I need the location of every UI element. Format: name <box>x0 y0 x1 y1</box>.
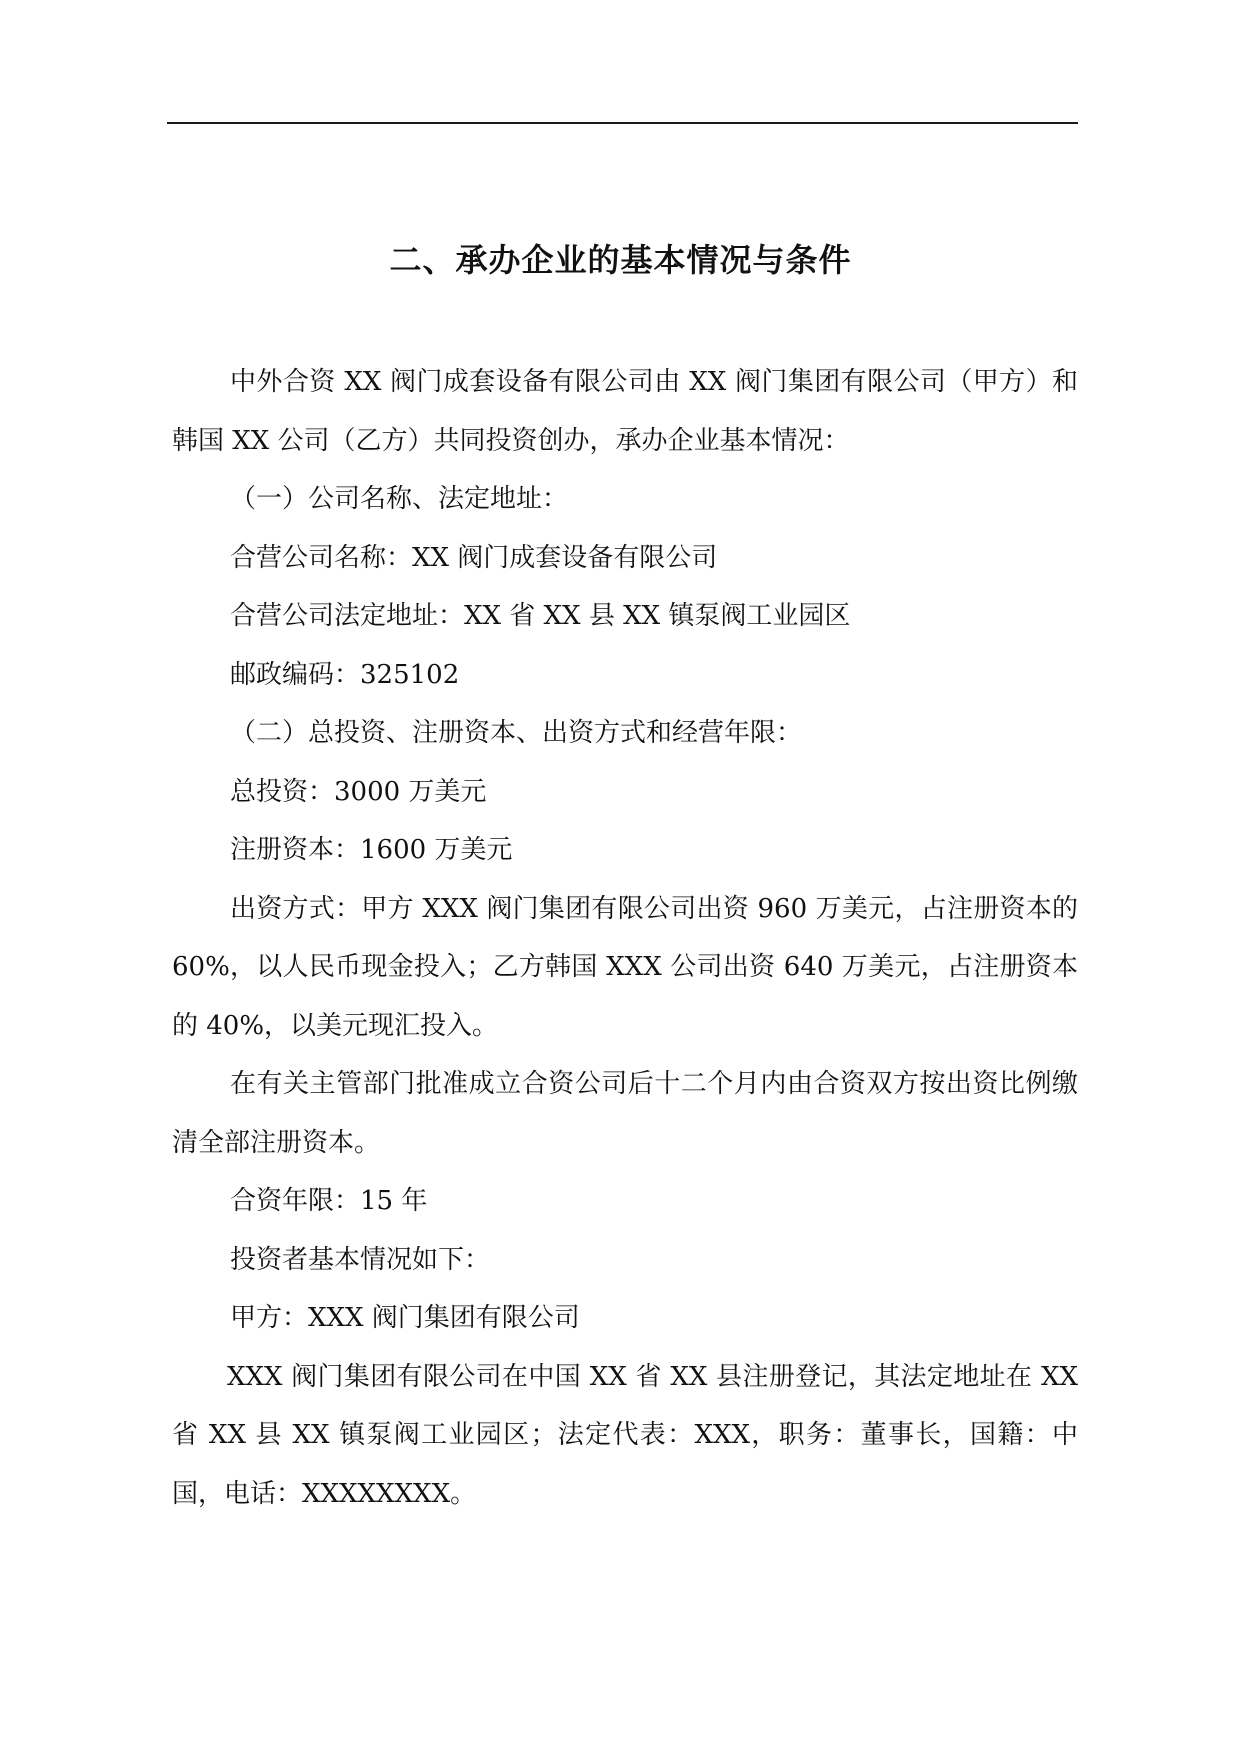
contribution-method-paragraph: 出资方式：甲方 XXX 阀门集团有限公司出资 960 万美元，占注册资本的 60%，以人民币现金投入；乙方韩国 XXX 公司出资 640 万美元，占注册资本的 40%，以美元现汇投入。 <box>172 893 1078 1041</box>
joint-venture-term-line: 合资年限：15 年 <box>230 1186 428 1216</box>
company-address-line: 合营公司法定地址：XX 省 XX 县 XX 镇泵阀工业园区 <box>230 601 851 631</box>
investor-intro-line: 投资者基本情况如下： <box>230 1244 491 1275</box>
postal-code-line: 邮政编码：325102 <box>230 659 460 690</box>
company-name-line: 合营公司名称：XX 阀门成套设备有限公司 <box>230 542 718 573</box>
header-rule <box>167 122 1078 124</box>
total-investment-line: 总投资：3000 万美元 <box>230 776 487 807</box>
party-a-line: 甲方：XXX 阀门集团有限公司 <box>230 1303 580 1333</box>
registered-capital-line: 注册资本：1600 万美元 <box>230 835 513 865</box>
subheading-company-name-address: （一）公司名称、法定地址： <box>230 484 569 514</box>
subheading-investment: （二）总投资、注册资本、出资方式和经营年限： <box>230 718 803 748</box>
section-heading: 二、承办企业的基本情况与条件 <box>389 241 852 279</box>
capital-payment-paragraph: 在有关主管部门批准成立合资公司后十二个月内由合资双方按出资比例缴清全部注册资本。 <box>172 1069 1078 1158</box>
document-body <box>172 353 1078 1523</box>
party-a-description-paragraph: XXX 阀门集团有限公司在中国 XX 省 XX 县注册登记，其法定地址在 XX 省 XX 县 XX 镇泵阀工业园区；法定代表：XXX，职务：董事长，国籍：中国，电话：XXXXXXXX。 <box>172 1361 1078 1509</box>
intro-paragraph: 中外合资 XX 阀门成套设备有限公司由 XX 阀门集团有限公司（甲方）和韩国 XX 公司（乙方）共同投资创办，承办企业基本情况： <box>172 367 1078 456</box>
